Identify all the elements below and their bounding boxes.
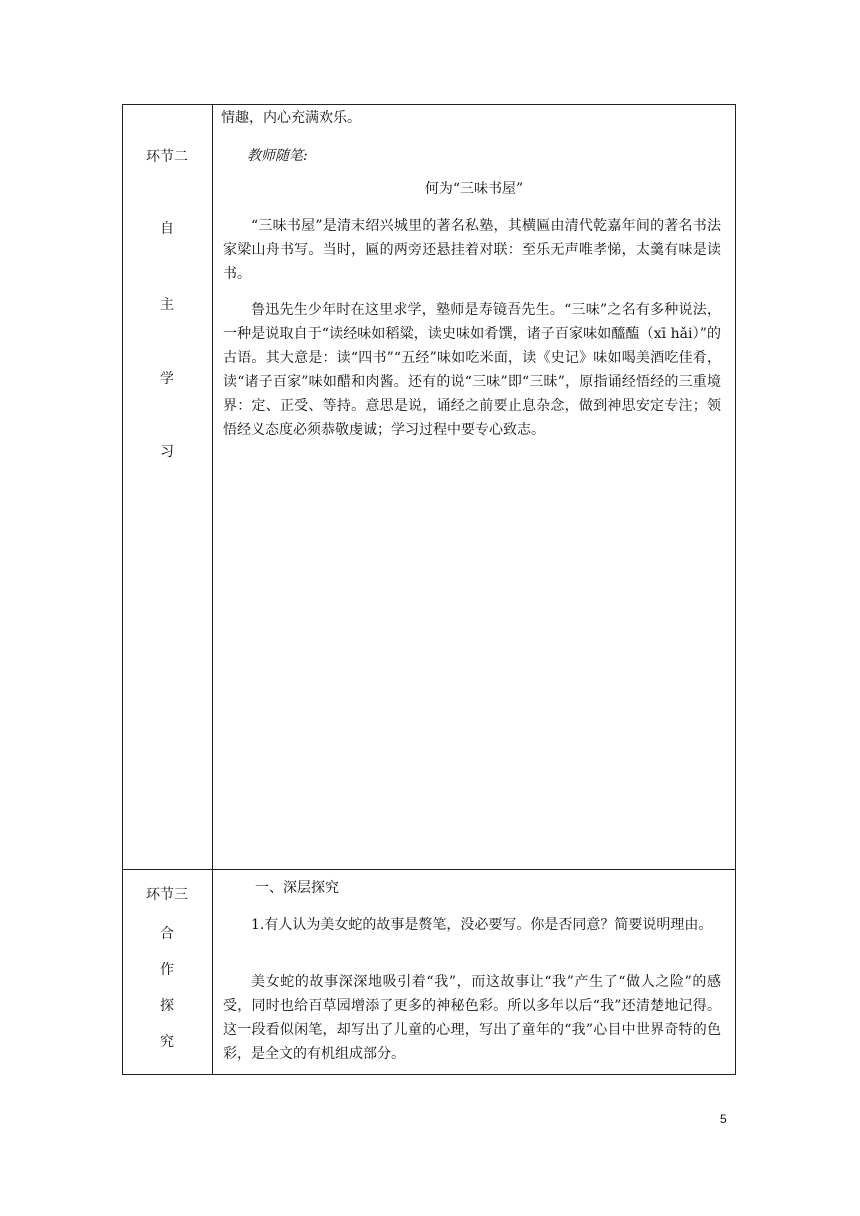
section2-label-char: 习 [160, 444, 174, 460]
section2-first-line-block [213, 106, 743, 130]
section2-para2-block [213, 298, 735, 442]
section2-label-char: 学 [160, 371, 174, 387]
section2-first-line: 情趣，内心充满欢乐。 [221, 110, 361, 126]
section2-paragraph: 鲁迅先生少年时在这里求学，塾师是寿镜吾先生。“三味”之名有多种说法，一种是说取自于“读经味如稻粱，读史味如肴馔，诸子百家味如醯醢（xī hǎi）”的古语。其大意是：读“四书”“五经”味如吃米面，读《史记》味如喝美酒吃佳肴，读“诸子百家”味如醋和肉酱。还有的说“三味”即“三昧”，原指诵经悟经的三重境界：定、正受、等持。意思是说，诵经之前要止息杂念，做到神思安定专注；领悟经义态度必须恭敬虔诚；学习过程中要专心致志。 [223, 302, 721, 438]
section3-label-char: 作 [160, 962, 174, 978]
section3-label-char: 究 [160, 1034, 174, 1050]
section3-label-char: 合 [160, 926, 174, 942]
table-row-divider [122, 869, 736, 870]
table-top-border [122, 104, 736, 105]
section2-paragraph: “三味书屋”是清末绍兴城里的著名私塾，其横匾由清代乾嘉年间的著名书法家梁山舟书写。当时，匾的两旁还悬挂着对联：至乐无声唯孝悌，太羹有味是读书。 [223, 218, 721, 282]
section3-question: 1.有人认为美女蛇的故事是赘笔，没必要写。你是否同意？简要说明理由。 [251, 917, 713, 933]
table-bottom-border [122, 1074, 736, 1075]
section3-label-char: 探 [160, 998, 174, 1014]
section2-para1-block [213, 214, 735, 286]
page-number: 5 [720, 1112, 727, 1126]
section3-answer: 美女蛇的故事深深地吸引着“我”，而这故事让“我”产生了“做人之险”的感受，同时也给百草园增添了更多的神秘色彩。所以多年以后“我”还清楚地记得。这一段看似闲笔，却写出了儿童的心理，写出了童年的“我”心目中世界奇特的色彩，是全文的有机组成部分。 [223, 974, 721, 1062]
section3-question-block [213, 913, 735, 937]
section3-heading: 一、深层探究 [255, 880, 339, 896]
section2-label-char: 自 [160, 221, 174, 237]
section3-label-top: 环节三 [146, 887, 188, 903]
table-right-border [735, 104, 736, 1075]
section3-answer-block [213, 970, 735, 1066]
teacher-note-label: 教师随笔: [247, 148, 308, 164]
section-title: 何为“三味书屋” [424, 181, 524, 197]
section3-heading-block [213, 876, 735, 900]
section2-label-char: 主 [160, 297, 174, 313]
section2-label-top: 环节二 [146, 149, 188, 165]
